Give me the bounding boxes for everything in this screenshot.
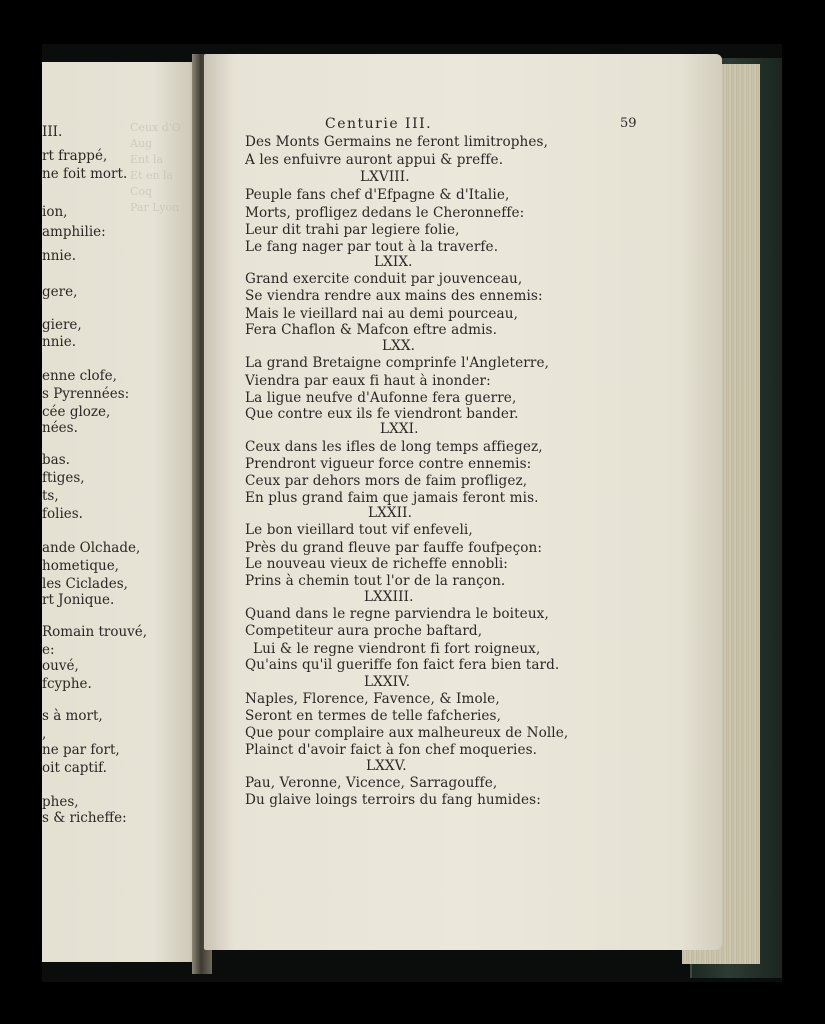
left-line: ion, [42, 204, 68, 220]
left-line: oit captif. [42, 760, 107, 776]
verse-line: Près du grand fleuve par fauffe foufpeçon: [245, 540, 543, 556]
verse-line: Que contre eux ils fe viendront bander. [245, 406, 519, 422]
quatrain-number: LXX. [382, 338, 416, 354]
left-line: III. [42, 124, 63, 140]
left-line: rt frappé, [42, 148, 108, 164]
verse-line: Competiteur aura proche baftard, [245, 623, 483, 639]
verse-line: Des Monts Germains ne feront limitrophes, [245, 134, 549, 150]
left-line: giere, [42, 317, 82, 333]
left-line: e: [42, 642, 55, 658]
quatrain-number: LXXIII. [364, 589, 414, 605]
verse-line: Peuple fans chef d'Efpagne & d'Italie, [245, 187, 510, 203]
verse-line: Ceux dans les ifles de long temps affiegez, [245, 439, 543, 455]
left-line: amphilie: [42, 224, 106, 240]
verse-line: Prins à chemin tout l'or de la rançon. [245, 573, 506, 589]
left-page [42, 62, 202, 962]
left-line: folies. [42, 506, 83, 522]
left-line: Romain trouvé, [42, 624, 148, 640]
verse-line: La ligue neufve d'Aufonne fera guerre, [245, 390, 517, 406]
left-line: rt Jonique. [42, 592, 115, 608]
verse-line: Plainct d'avoir faict à fon chef moqueries. [245, 742, 538, 758]
running-head: Centurie III. [325, 116, 433, 132]
show-through-text: Ceux d'O Aug Ent la Et en la Coq Par Lyon [130, 121, 181, 214]
book-photo [42, 44, 782, 982]
left-line: enne clofe, [42, 368, 117, 384]
verse-line: Morts, profligez dedans le Cheronneffe: [245, 205, 525, 221]
left-line: s à mort, [42, 708, 103, 724]
verse-line: Pau, Veronne, Vicence, Sarragouffe, [245, 775, 498, 791]
verse-line: Viendra par eaux fi haut à inonder: [245, 373, 491, 389]
left-line: cée gloze, [42, 404, 111, 420]
quatrain-number: LXXV. [366, 758, 407, 774]
left-line: phes, [42, 794, 79, 810]
left-line: fcyphe. [42, 676, 92, 692]
verse-line: Ceux par dehors mors de faim profligez, [245, 473, 528, 489]
quatrain-number: LXVIII. [360, 169, 410, 185]
left-line: ne foit mort. [42, 166, 128, 182]
left-line: gere, [42, 284, 78, 300]
left-line: s & richeffe: [42, 810, 127, 826]
left-line: nées. [42, 420, 78, 436]
left-line: bas. [42, 452, 70, 468]
quatrain-number: LXXIV. [364, 674, 411, 690]
left-line: , [42, 726, 47, 742]
verse-line: La grand Bretaigne comprinfe l'Angleterre, [245, 355, 550, 371]
verse-line: Se viendra rendre aux mains des ennemis: [245, 288, 543, 304]
verse-line: Le fang nager par tout à la traverfe. [245, 239, 499, 255]
verse-line: Seront en termes de telle fafcheries, [245, 708, 502, 724]
verse-line: Leur dit trahi par legiere folie, [245, 222, 460, 238]
left-line: nnie. [42, 334, 76, 350]
verse-line: Fera Chaflon & Mafcon eftre admis. [245, 322, 498, 338]
quatrain-number: LXIX. [374, 254, 413, 270]
left-line: les Ciclades, [42, 576, 128, 592]
verse-line: Quand dans le regne parviendra le boiteux, [245, 606, 549, 622]
left-line: hometique, [42, 558, 119, 574]
verse-line: Le bon vieillard tout vif enfeveli, [245, 522, 473, 538]
left-line: ftiges, [42, 470, 85, 486]
verse-line: Du glaive loings terroirs du fang humides: [245, 792, 541, 808]
left-line: nnie. [42, 248, 76, 264]
verse-line: Prendront vigueur force contre ennemis: [245, 456, 532, 472]
left-line: ouvé, [42, 658, 79, 674]
left-line: ande Olchade, [42, 540, 141, 556]
verse-line: Grand exercite conduit par jouvenceau, [245, 271, 523, 287]
left-line: ts, [42, 488, 59, 504]
quatrain-number: LXXI. [380, 421, 419, 437]
verse-line: Que pour complaire aux malheureux de Nolle, [245, 725, 569, 741]
verse-line: Le nouveau vieux de richeffe ennobli: [245, 556, 508, 572]
left-line: s Pyrennées: [42, 386, 130, 402]
verse-line: Naples, Florence, Favence, & Imole, [245, 691, 500, 707]
verse-line: En plus grand faim que jamais feront mis. [245, 490, 539, 506]
quatrain-number: LXXII. [368, 505, 413, 521]
page-number: 59 [620, 116, 637, 131]
verse-line: Mais le vieillard nai au demi pourceau, [245, 306, 519, 322]
verse-line: A les enfuivre auront appui & preffe. [245, 152, 504, 168]
verse-line: Qu'ains qu'il gueriffe fon faict fera bien tard. [245, 657, 560, 673]
verse-line: Lui & le regne viendront fi fort roigneux, [253, 641, 541, 657]
left-line: ne par fort, [42, 742, 120, 758]
